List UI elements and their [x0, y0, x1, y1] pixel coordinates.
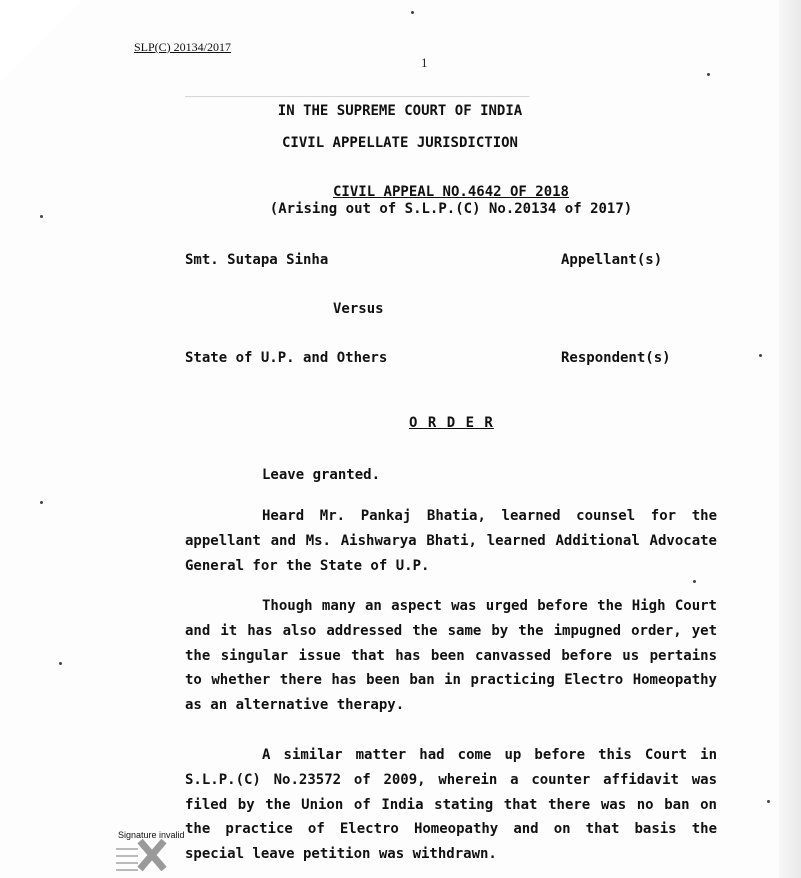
order-text-similar-matter: A similar matter had come up before this Court in S.L.P.(C) No.23572 of 2009, wherein a counter affidavit was filed by the Union of India stating that there was no ban on the practice of Electro Homeopathy and on that basis the special leave petition was withdrawn.	[185, 747, 717, 863]
court-name: IN THE SUPREME COURT OF INDIA	[277, 103, 523, 119]
order-paragraph-3	[185, 594, 717, 718]
appellant-role: Appellant(s)	[561, 252, 663, 268]
order-paragraph-4	[185, 743, 717, 867]
arising-out-of: (Arising out of S.L.P.(C) No.20134 of 2017)	[269, 201, 633, 217]
order-text-heard: Heard Mr. Pankaj Bhatia, learned counsel for the appellant and Ms. Aishwarya Bhati, learned Additional Advocate General for the State of U.P.	[185, 508, 717, 574]
order-text-aspect: Though many an aspect was urged before the High Court and it has also addressed the same by the impugned order, yet the singular issue that has been canvassed before us pertains to whether there has been ban in practicing Electro Homeopathy as an alternative therapy.	[185, 598, 717, 714]
order-paragraph-2	[185, 504, 717, 578]
page-edge-shadow	[779, 0, 801, 878]
scan-speck	[40, 501, 43, 504]
scan-speck	[40, 215, 43, 218]
versus-label: Versus	[333, 301, 384, 317]
scan-speck	[59, 662, 62, 665]
signature-status: Signature invalid	[118, 830, 185, 840]
appellant-name: Smt. Sutapa Sinha	[185, 252, 329, 268]
respondent-name: State of U.P. and Others	[185, 350, 388, 366]
page-number: 1	[421, 55, 428, 70]
appeal-number: CIVIL APPEAL NO.4642 OF 2018	[332, 184, 569, 200]
folded-corner	[0, 0, 82, 82]
order-paragraph-1	[185, 463, 717, 488]
order-text-leave: Leave granted.	[262, 467, 381, 483]
respondent-role: Respondent(s)	[561, 350, 671, 366]
scan-speck	[759, 354, 762, 357]
scan-speck	[693, 580, 696, 583]
bleed-through-text: ────────────────────────────────────────────	[185, 90, 530, 105]
order-heading: O R D E R	[409, 415, 494, 431]
scan-speck	[411, 11, 414, 14]
case-reference: SLP(C) 20134/2017	[134, 40, 232, 54]
scan-speck	[767, 800, 770, 803]
jurisdiction: CIVIL APPELLATE JURISDICTION	[281, 135, 518, 151]
scan-speck	[707, 73, 710, 76]
